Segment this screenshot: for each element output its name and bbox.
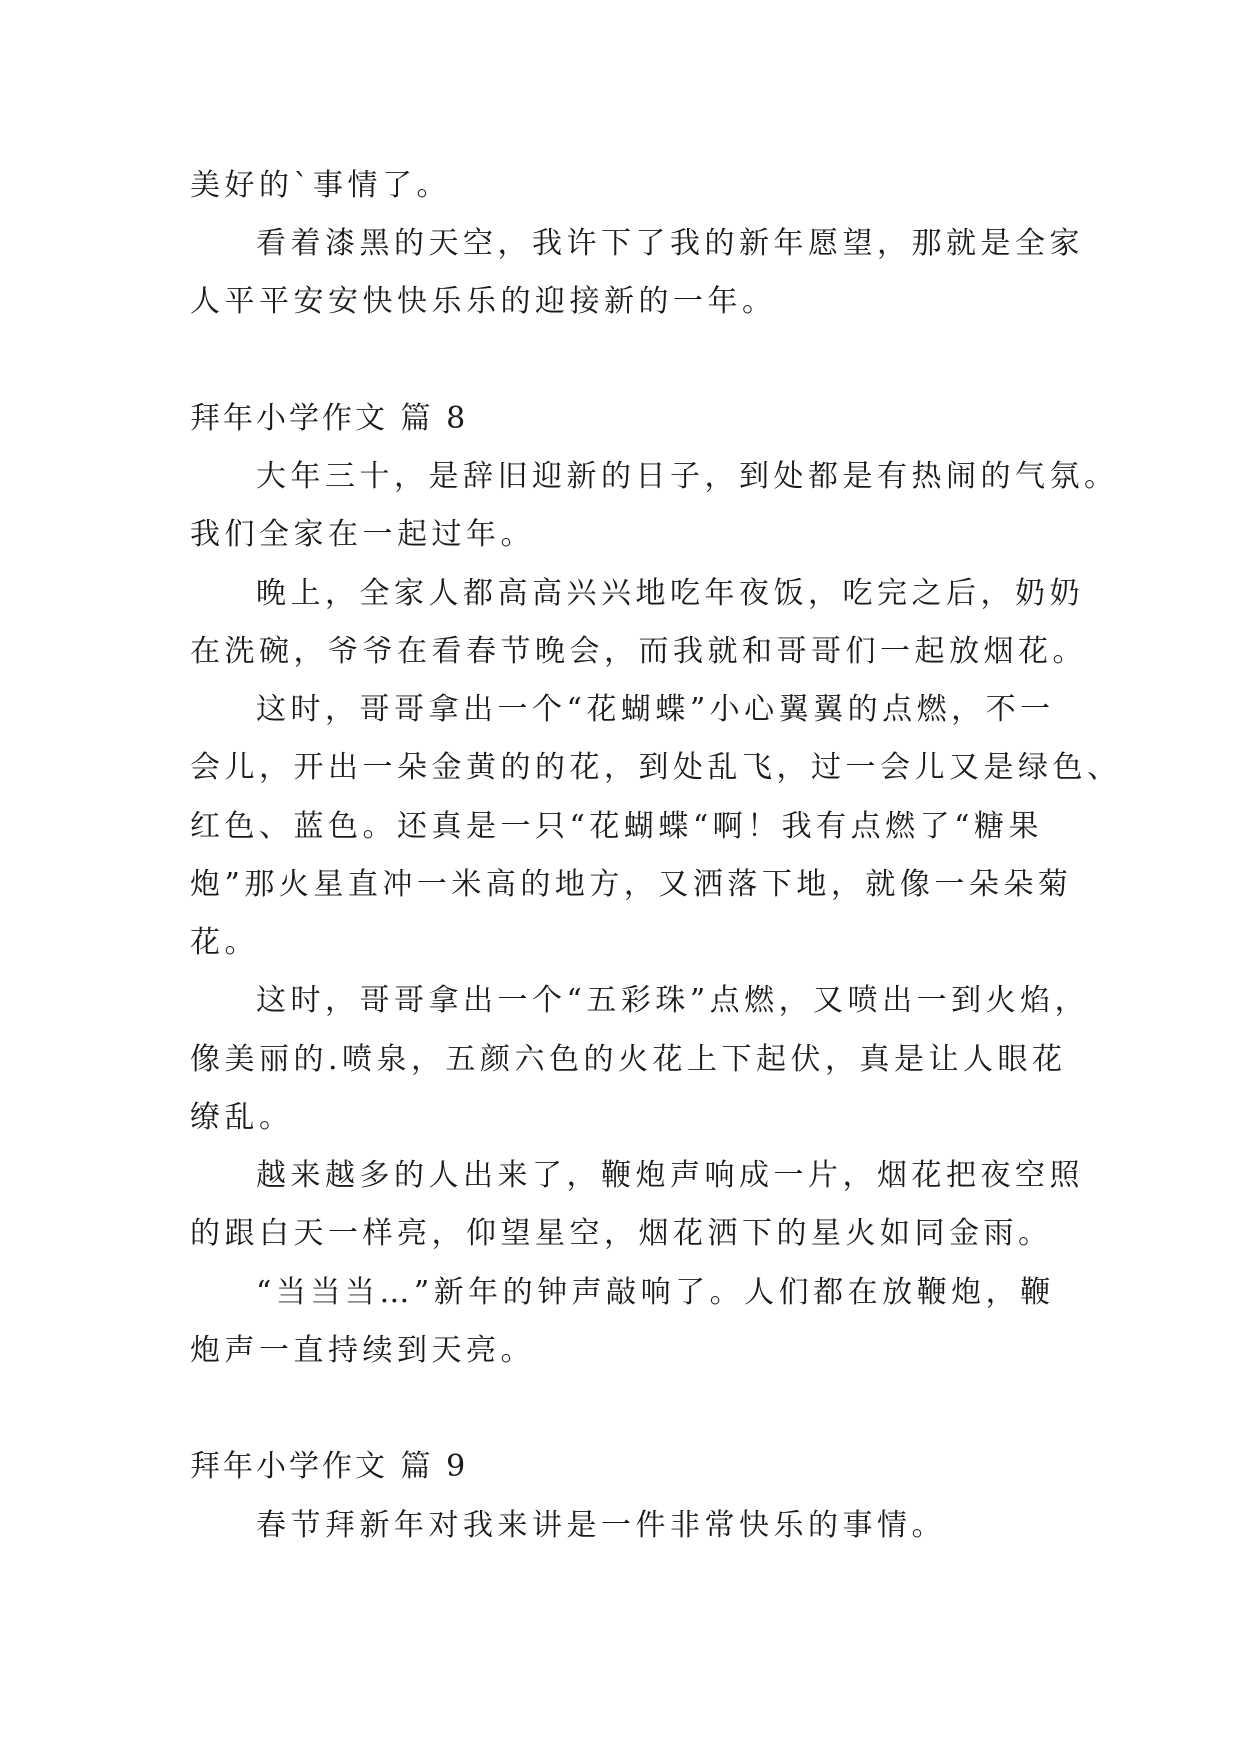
text-line: 炮”那火星直冲一米高的地方，又洒落下地，就像一朵朵菊 xyxy=(190,867,1073,902)
text-line: 像美丽的.喷泉，五颜六色的火花上下起伏，真是让人眼花 xyxy=(190,1042,1067,1077)
paragraph-first-line: 晚上，全家人都高高兴兴地吃年夜饭，吃完之后，奶奶 xyxy=(256,576,1084,611)
text-line: 会儿，开出一朵金黄的的花，到处乱飞，过一会儿又是绿色、 xyxy=(190,750,1122,785)
text-line: 红色、蓝色。还真是一只“花蝴蝶“啊！我有点燃了“糖果 xyxy=(190,809,1044,844)
paragraph-first-line: “当当当…”新年的钟声敲响了。人们都在放鞭炮，鞭 xyxy=(256,1275,1055,1310)
paragraph-first-line: 这时，哥哥拿出一个“花蝴蝶”小心翼翼的点燃，不一 xyxy=(256,692,1055,727)
text-line: 美好的`事情了。 xyxy=(190,168,451,203)
text-line: 缭乱。 xyxy=(190,1100,294,1135)
text-line: 炮声一直持续到天亮。 xyxy=(190,1333,535,1368)
text-line: 在洗碗，爷爷在看春节晚会，而我就和哥哥们一起放烟花。 xyxy=(190,634,1087,669)
paragraph-first-line: 看着漆黑的天空，我许下了我的新年愿望，那就是全家 xyxy=(256,226,1084,261)
text-line: 人平平安安快快乐乐的迎接新的一年。 xyxy=(190,284,777,319)
text-line: 我们全家在一起过年。 xyxy=(190,517,535,552)
paragraph-first-line: 越来越多的人出来了，鞭炮声响成一片，烟花把夜空照 xyxy=(256,1158,1084,1193)
text-line: 的跟白天一样亮，仰望星空，烟花洒下的星火如同金雨。 xyxy=(190,1216,1053,1251)
paragraph-first-line: 这时，哥哥拿出一个“五彩珠”点燃，又喷出一到火焰， xyxy=(256,983,1090,1018)
paragraph-first-line: 大年三十，是辞旧迎新的日子，到处都是有热闹的气氛。 xyxy=(256,459,1119,494)
paragraph-first-line: 春节拜新年对我来讲是一件非常快乐的事情。 xyxy=(256,1508,946,1543)
section-heading: 拜年小学作文 篇 9 xyxy=(190,1449,469,1484)
text-line: 花。 xyxy=(190,925,259,960)
section-heading: 拜年小学作文 篇 8 xyxy=(190,401,469,436)
